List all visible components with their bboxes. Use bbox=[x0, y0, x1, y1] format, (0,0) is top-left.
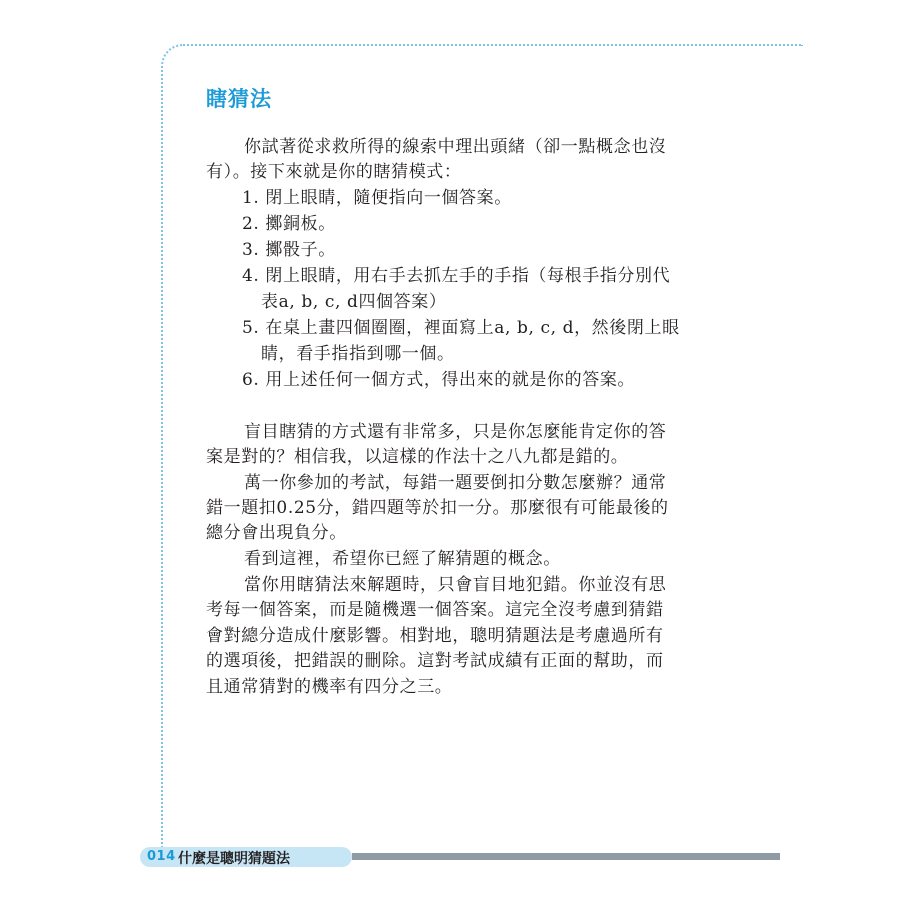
paragraph-line: 總分會出現負分。 bbox=[206, 523, 347, 543]
list-item-continuation: 睛，看手指指到哪一個。 bbox=[261, 344, 455, 364]
footer-bar bbox=[352, 853, 780, 860]
paragraph-line: 有）。接下來就是你的瞎猜模式： bbox=[206, 162, 462, 182]
paragraph-line: 看到這裡，希望你已經了解猜題的概念。 bbox=[244, 549, 561, 569]
paragraph-line: 錯一題扣0.25分，錯四題等於扣一分。那麼很有可能最後的 bbox=[206, 498, 669, 518]
paragraph-line: 當你用瞎猜法來解題時，只會盲目地犯錯。你並沒有思 bbox=[244, 575, 667, 595]
list-item: 2. 擲銅板。 bbox=[242, 214, 336, 234]
section-title: 瞎猜法 bbox=[206, 87, 272, 111]
paragraph-line: 案是對的？相信我，以這樣的作法十之八九都是錯的。 bbox=[206, 447, 629, 467]
list-item: 3. 擲骰子。 bbox=[242, 240, 336, 260]
paragraph-line: 會對總分造成什麼影響。相對地，聰明猜題法是考慮過所有 bbox=[206, 626, 664, 646]
paragraph-line: 的選項後，把錯誤的刪除。這對考試成績有正面的幫助，而 bbox=[206, 651, 664, 671]
page-number: 014 bbox=[147, 849, 176, 864]
chapter-title: 什麼是聰明猜題法 bbox=[178, 851, 290, 867]
paragraph-line: 萬一你參加的考試，每錯一題要倒扣分數怎麼辦？通常 bbox=[244, 473, 667, 493]
paragraph-line: 你試著從求救所得的線索中理出頭緒（卻一點概念也沒 bbox=[244, 137, 667, 157]
list-item-continuation: 表a, b, c, d四個答案） bbox=[261, 292, 447, 312]
list-item: 1. 閉上眼睛，隨便指向一個答案。 bbox=[242, 188, 512, 208]
paragraph-line: 盲目瞎猜的方式還有非常多，只是你怎麼能肯定你的答 bbox=[244, 422, 667, 442]
list-item: 6. 用上述任何一個方式，得出來的就是你的答案。 bbox=[242, 370, 636, 390]
paragraph-line: 且通常猜對的機率有四分之三。 bbox=[206, 677, 453, 697]
paragraph-line: 考每一個答案，而是隨機選一個答案。這完全沒考慮到猜錯 bbox=[206, 600, 664, 620]
list-item: 5. 在桌上畫四個圈圈，裡面寫上a, b, c, d，然後閉上眼 bbox=[242, 318, 680, 338]
list-item: 4. 閉上眼睛，用右手去抓左手的手指（每根手指分別代 bbox=[242, 266, 671, 286]
